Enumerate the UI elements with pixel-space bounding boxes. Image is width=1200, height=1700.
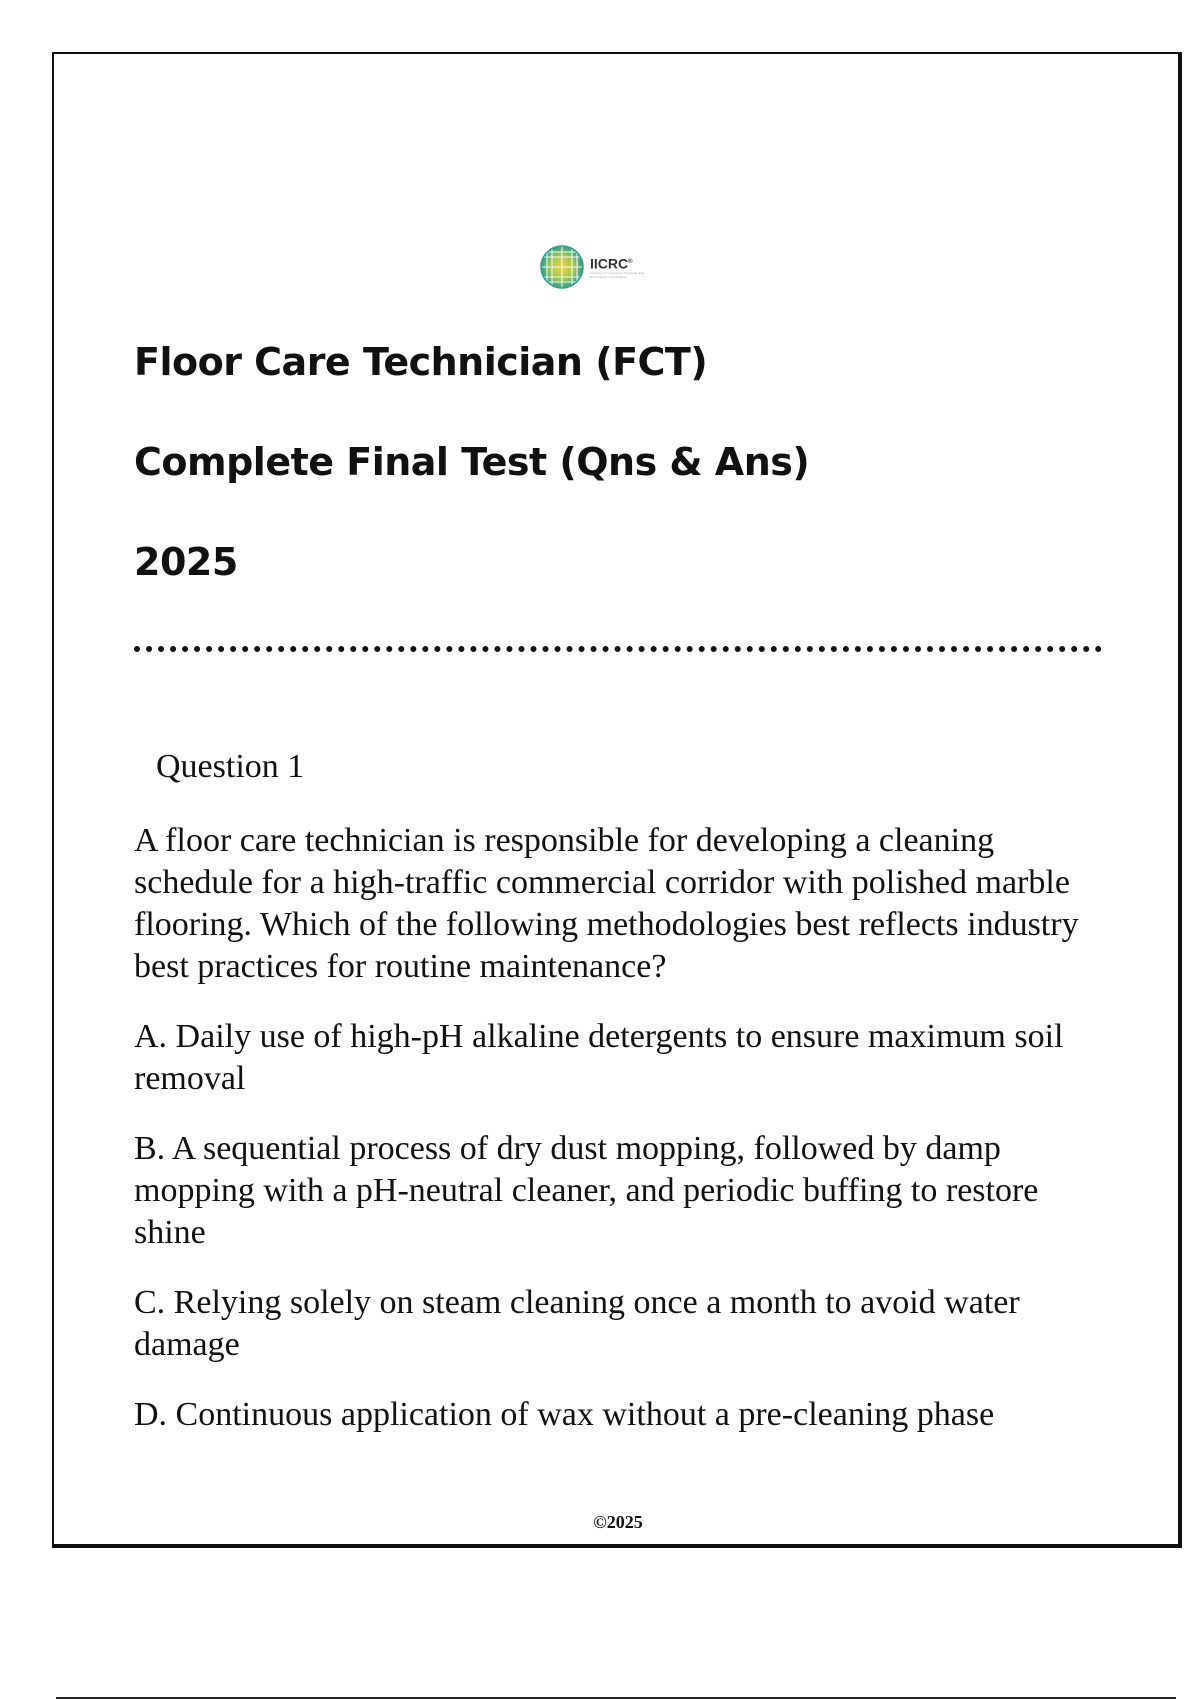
dotted-divider (134, 646, 1102, 652)
logo-tagline: Institute of Inspection Cleaning and Restoration Certification (590, 270, 645, 279)
option-b: B. A sequential process of dry dust mopping, followed by damp mopping with a pH-neutral cleaner, and periodic buffing to restore shine (134, 1130, 1039, 1251)
question-text: A floor care technician is responsible for developing a cleaning schedule for a high-traffic commercial corridor with polished marble flooring. Which of the following methodologies best reflects industry best practices for routine maintenance? (134, 822, 1079, 985)
option-d: D. Continuous application of wax without a pre-cleaning phase (134, 1396, 995, 1433)
question-label: Question 1 (156, 748, 305, 785)
bottom-divider (56, 1697, 1176, 1699)
copyright-footer: ©2025 (593, 1512, 643, 1532)
title-line-1: Floor Care Technician (FCT) (134, 340, 708, 384)
globe-icon (540, 245, 584, 289)
option-c: C. Relying solely on steam cleaning once a month to avoid water damage (134, 1284, 1020, 1363)
iicrc-logo (540, 244, 652, 290)
option-a: A. Daily use of high-pH alkaline detergents to ensure maximum soil removal (134, 1018, 1064, 1097)
title-line-2: Complete Final Test (Qns & Ans) (134, 440, 810, 484)
logo-name: IICRC® (590, 255, 633, 272)
title-year: 2025 (134, 540, 238, 584)
